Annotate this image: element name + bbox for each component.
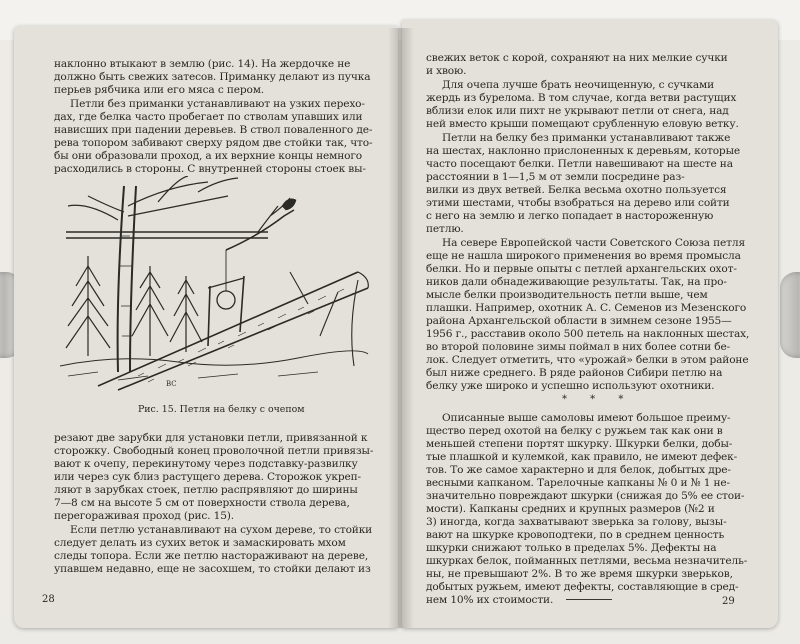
left-line-15: 7—8 см на высоте 5 см от поверхности ствола дерева, <box>54 497 350 509</box>
right-line-17: белки. Но и первые опыты с петлей архангельских охот- <box>426 263 737 275</box>
right-line-33: значительно повреждают шкурки (снижая до 5% ее стои- <box>426 490 745 502</box>
right-line-12: этими шестами, чтобы взобраться на дерево или сойти <box>426 197 730 209</box>
book-gutter <box>388 28 414 628</box>
right-line-35: 3) иногда, когда захватывают зверька за голову, вызы- <box>426 516 727 528</box>
right-line-6: ней вместо крыши помещают срубленную еловую ветку. <box>426 118 739 130</box>
left-line-2: должно быть свежих затесов. Приманку делают из пучка <box>54 71 371 83</box>
right-line-32: весными капканом. Тарелочные капканы № 0 и № 1 не- <box>426 477 730 489</box>
left-line-17: Если петлю устанавливают на сухом дереве, то стойки <box>70 524 373 536</box>
right-line-1: свежих веток с корой, сохраняют на них мелкие сучки <box>426 52 728 64</box>
right-line-16: еще не нашла широкого применения во время промысла <box>426 250 741 262</box>
right-line-20: плашки. Например, охотник А. С. Семенов из Мезенского <box>426 302 747 314</box>
squirrel-snare-illustration <box>58 176 370 392</box>
right-line-3: Для очепа лучше брать неочищенную, с сучками <box>442 79 715 91</box>
right-line-28: щество перед охотой на белку с ружьем так как они в <box>426 425 723 437</box>
left-line-14: ляют в зарубках стоек, петлю распрявляют до ширины <box>54 484 358 496</box>
left-line-20: упавшем недавно, еще не засохшем, то стойки делают из <box>54 563 371 575</box>
left-line-1: наклонно втыкают в землю (рис. 14). На жердочке не <box>54 58 351 70</box>
left-line-11: сторожку. Свободный конец проволочной петли привязы- <box>54 445 374 457</box>
left-line-6: нависших при падении деревьев. В ствол поваленного де- <box>54 124 373 136</box>
section-break-stars: * * * <box>562 394 634 405</box>
right-line-2: и хвою. <box>426 65 467 77</box>
left-line-13: или через сук близ растущего дерева. Сторожок укреп- <box>54 471 361 483</box>
right-line-24: лок. Следует отметить, что «урожай» белки в этом районе <box>426 354 749 366</box>
right-line-10: расстоянии в 1—1,5 м от земли посредине раз- <box>426 171 685 183</box>
right-line-26: белку уже широко и успешно используют охотники. <box>426 380 715 392</box>
right-page-number: 29 <box>722 596 735 607</box>
left-line-8: бы они образовали проход, а их верхние концы немного <box>54 150 362 162</box>
right-line-11: вилки из двух ветвей. Белка весьма охотно пользуется <box>426 184 727 196</box>
left-page-number: 28 <box>42 594 55 605</box>
left-line-5: дах, где белка часто пробегает по стволам упавших или <box>54 111 363 123</box>
left-line-3: перьев рябчика или его мяса с пером. <box>54 84 265 96</box>
right-line-23: во второй половине зимы поймал в них более сотни бе- <box>426 341 731 353</box>
left-line-16: перегораживая проход (рис. 15). <box>54 510 234 522</box>
right-line-29: меньшей степени портят шкурку. Шкурки белки, добы- <box>426 438 733 450</box>
right-line-5: вблизи елок или пихт не укрывают петли от снега, над <box>426 105 729 117</box>
right-line-22: 1956 г., расставив около 500 петель на наклонных шестах, <box>426 328 750 340</box>
right-line-31: тов. То же самое характерно и для белок, добытых дре- <box>426 464 731 476</box>
right-line-30: тые плашкой и кулемкой, как правило, не имеют дефек- <box>426 451 738 463</box>
left-line-7: рева топором забивают сверху рядом две стойки так, что- <box>54 137 373 149</box>
right-line-41: нем 10% их стоимости. <box>426 594 554 606</box>
right-line-19: мысле белки производительность петли выше, чем <box>426 289 708 301</box>
right-line-25: был ниже среднего. В ряде районов Сибири петлю на <box>426 367 723 379</box>
page-clamp-right <box>780 272 800 358</box>
right-line-8: на шестах, наклонно прислоненных к деревьям, которые <box>426 145 740 157</box>
right-line-38: шкурках белок, пойманных петлями, весьма незначитель- <box>426 555 748 567</box>
right-line-40: добытых ружьем, имеют дефекты, составляющие в сред- <box>426 581 739 593</box>
figure-caption: Рис. 15. Петля на белку с очепом <box>138 404 305 415</box>
right-line-39: ны, не превышают 2%. В то же время шкурки зверьков, <box>426 568 733 580</box>
left-line-12: вают к очепу, перекинутому через подставку-развилку <box>54 458 358 470</box>
right-line-7: Петли на белку без приманки устанавливают также <box>442 132 731 144</box>
end-rule <box>566 599 612 600</box>
illustration-corner-mark: BC <box>166 380 177 388</box>
right-line-14: петлю. <box>426 223 464 235</box>
right-line-34: мости). Капканы средних и крупных размеров (№2 и <box>426 503 715 515</box>
right-line-21: района Архангельской области в зимнем сезоне 1955— <box>426 315 732 327</box>
left-line-9: расходились в стороны. С внутренней стороны стоек вы- <box>54 163 366 175</box>
right-line-9: часто посещают белки. Петли навешивают на шесте на <box>426 158 733 170</box>
left-line-10: резают две зарубки для установки петли, привязанной к <box>54 432 368 444</box>
right-line-27: Описанные выше самоловы имеют большое преиму- <box>442 412 731 424</box>
left-line-18: следует делать из сухих веток и замаскировать мхом <box>54 537 346 549</box>
right-line-18: ников дали обнадеживающие результаты. Так, на про- <box>426 276 727 288</box>
right-line-37: шкурки снижают только в пределах 5%. Дефекты на <box>426 542 717 554</box>
right-line-4: жердь из бурелома. В том случае, когда ветви растущих <box>426 92 737 104</box>
right-line-13: с него на землю и легко попадает в настороженную <box>426 210 714 222</box>
left-line-19: следы топора. Если же петлю настораживают на дереве, <box>54 550 369 562</box>
right-line-36: вают на шкурке кровоподтеки, по в среднем ценность <box>426 529 725 541</box>
right-line-15: На севере Европейской части Советского Союза петля <box>442 237 746 249</box>
left-line-4: Петли без приманки устанавливают на узких перехо- <box>70 98 365 110</box>
